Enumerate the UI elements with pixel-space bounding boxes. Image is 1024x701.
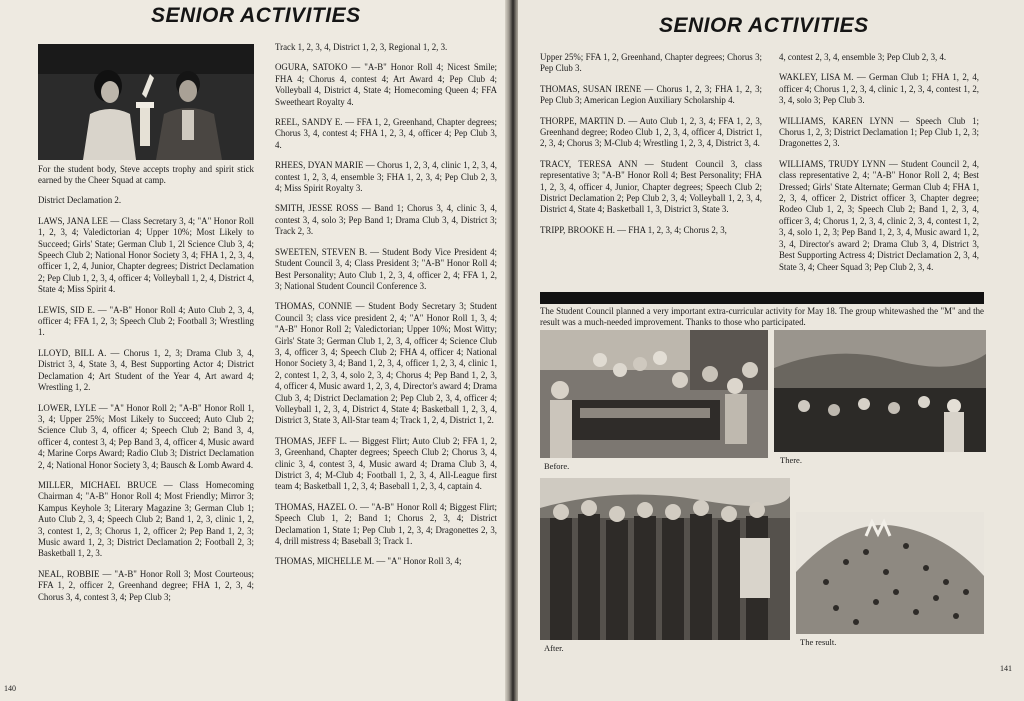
entry: THOMAS, HAZEL O. — "A-B" Honor Roll 4; Biggest Flirt; Speech Club 1, 2; Band 1; Chorus 2, 3, 4; District Declamation 1, State 1; Pep Club 1, 2, 3, 4; Dragonettes 2, 3, 4, drill mistress 4; Baseball 3; Track 1. [275, 501, 497, 547]
entry: OGURA, SATOKO — "A-B" Honor Roll 4; Nicest Smile; FHA 4; Chorus 4, contest 4; Art Award 4; Pep Club 4; Volleyball 4, District 4, State 4; Homecoming Queen 4; FFA Sweetheart Royalty 4. [275, 62, 497, 107]
entry: LLOYD, BILL A. — Chorus 1, 2, 3; Drama Club 3, 4, District 3, 4, State 3, 4, Best Supporting Actor 4; District Declamation 4; Art Student of the Year 4, Art award 4; Wrestling 1, 2. [38, 347, 254, 393]
entry: Upper 25%; FFA 1, 2, Greenhand, Chapter degrees; Chorus 3; Pep Club 3. [540, 52, 762, 74]
trophy-photo [38, 44, 254, 160]
entry: THORPE, MARTIN D. — Auto Club 1, 2, 3, 4; FFA 1, 2, 3, Greenhand degree; Rodeo Club 1, 2, 3, 4, officer 4, District 1, 2, 3, 4; Chorus 3; M-Club 4; Wrestling 1, 2, 3, 4, District 3, 4. [540, 115, 762, 149]
entry: SMITH, JESSE ROSS — Band 1; Chorus 3, 4, clinic 3, 4, contest 3, 4, solo 3; Pep Band 1; Drama Club 3, 4, District 3; Track 2, 3. [275, 203, 497, 237]
left-page-number: 140 [4, 684, 16, 693]
entry: District Declamation 2. [38, 195, 122, 206]
right-column-2 [779, 52, 979, 282]
entry: REEL, SANDY E. — FFA 1, 2, Greenhand, Chapter degrees; Chorus 3, 4, contest 4; FHA 1, 2, 3, 4, officer 4; Pep Club 3, 4. [275, 117, 497, 150]
before-photo [540, 330, 768, 458]
entry: LEWIS, SID E. — "A-B" Honor Roll 4; Auto Club 2, 3, 4, officer 4; FFA 1, 2, 3; Speech Club 2; Football 3; Wrestling 1. [38, 304, 254, 338]
result-caption: The result. [800, 637, 837, 647]
result-photo [796, 512, 984, 634]
entry: LAWS, JANA LEE — Class Secretary 3, 4; "A" Honor Roll 1, 2, 3, 4; Valedictorian 4; Upper 10%; Most Likely to Succeed; Girls' State; German Club 1, 2l Science Club 3, 4; Speech Club 2; National Honor Society 3, 4; FHA 1, 2, 3, 4, officer 1, 2, 4, Junior, Chapter degrees; District Declamation 2; Pep Club 1, 2, 3, 4, officer 4; Volleyball 1, 2, 4, District 4, State 4; Miss Spirit 4. [38, 215, 254, 295]
entry: THOMAS, MICHELLE M. — "A" Honor Roll 3, 4; [275, 556, 462, 567]
right-page-number: 141 [1000, 664, 1012, 673]
student-council-banner-text: The Student Council planned a very important extra-curricular activity for May 18. The group whitewashed the "M" and the result was a much-needed improvement. Thanks to those who participated. [540, 306, 984, 327]
black-banner-rule [540, 292, 984, 304]
left-column-2 [275, 42, 497, 577]
right-page [518, 0, 1024, 701]
entry: LOWER, LYLE — "A" Honor Roll 2; "A-B" Honor Roll 1, 3, 4; Upper 25%; Most Likely to Succeed; Auto Club 2; Science Club 3, 4, officer 4; Speech Club 2; Band 3, 4, officer 4, contest 3, 4; Pep Band 3, 4, officer 4, Music award 4; Marine Corps Award; Radio Club 3; District Declamation 2, 4; National Honor Society 3, 4; Bausch & Lomb Award 4. [38, 402, 254, 470]
entry: THOMAS, JEFF L. — Biggest Flirt; Auto Club 2; FFA 1, 2, 3, Greenhand, Chapter degrees; Speech Club 2; Chorus 3, 4, clinic 3, 4, contest 3, 4, Music award 4; Drama Club 3, 4, District 3, 4; M-Club 4; Football 1, 2, 3, 4, All-League first team 4; Basketball 1, 2, 3, 4; Baseball 1, 2, 3, 4, captain 4. [275, 435, 497, 492]
entry: WILLIAMS, TRUDY LYNN — Student Council 2, 4, class representative 2, 4; "A-B" Honor Roll 2, 4; Best Dressed; Girls' State Alternate; German Club 4; FHA 1, 2, 3, 4, officer 2, District officer 3, Chapter degree; Rodeo Club 1, 2, 3; Speech Club 2; Band 1, 2, 3, 4, officer 3, 4; Chorus 1, 2, 3, 4, clinic 2, 3, 4, contest 1, 2, 3, 4, solo 1, 2, 3; Pep Band 1, 2, 3, 4, Music award 1, 2, 3, 4, Director's award 2; Drama Club 3, 4, District 3, Best Supporting Actress 4; District Declamation 2, 3, 4, State 3, 4; Cheer Squad 3; Pep Club 2, 3, 4. [779, 158, 979, 272]
right-column-1 [540, 52, 762, 245]
entry: WAKLEY, LISA M. — German Club 1; FHA 1, 2, 4, officer 4; Chorus 1, 2, 3, 4, clinic 1, 2, 3, 4, contest 1, 2, 3, 4, solo 3; Pep Club 3. [779, 72, 979, 106]
trophy-photo-caption: For the student body, Steve accepts trophy and spirit stick earned by the Cheer Squad at camp. [38, 164, 254, 186]
before-caption: Before. [544, 461, 570, 471]
left-page-title: SENIOR ACTIVITIES [151, 4, 361, 27]
entry: THOMAS, SUSAN IRENE — Chorus 1, 2, 3; FHA 1, 2, 3; Pep Club 3; American Legion Auxiliary Scholarship 4. [540, 83, 762, 106]
entry: RHEES, DYAN MARIE — Chorus 1, 2, 3, 4, clinic 1, 2, 3, 4, contest 1, 2, 3, 4, ensemble 3; FHA 1, 2, 3, 4; Pep Club 2, 3, 4; Miss Spirit Royalty 3. [275, 160, 497, 194]
entry: SWEETEN, STEVEN B. — Student Body Vice President 4; Student Council 3, 4; Class President 3; "A-B" Honor Roll 4; Best Personality; Auto Club 1, 2, 3, 4, officer 2, 4; FFA 1, 2, 3; National Student Council Conference 3. [275, 246, 497, 291]
entry: 4, contest 2, 3, 4, ensemble 3; Pep Club 2, 3, 4. [779, 52, 947, 62]
entry: THOMAS, CONNIE — Student Body Secretary 3; Student Council 3; class vice president 2, 4; "A" Honor Roll 1, 3, 4; "A-B" Honor Roll 2; Valedictorian; Upper 10%; Most Witty; Girls' State 3; German Club 1, 2, 3, 4, officer 4; Science Club 3, 4, officer 3, 4; Speech Club 2; FHA 4, officer 4; National Honor Society 3, 4; Band 1, 2, 3, 4, officer 1, 2, 3, 4, clinic 1, 2, contest 1, 2, 3, 4, solo 2, 3, 4; Chorus 4; Pep Band 1, 2, 3, 4, officer 4, Music award 1, 2, 3, 4, Director's award 4; Drama Club 3, 4; District Declamation 2; Pep Club 2, 3, 4, officer 4; Volleyball 1, 2, 3, 4, District 4, State 4; Basketball 1, 2, 3, 4, District 3, State 3, All-Star team 4; Track 1, 2, 4, District 1, 2. [275, 301, 497, 426]
there-photo [774, 330, 986, 452]
left-column-1 [38, 44, 254, 612]
entry: WILLIAMS, KAREN LYNN — Speech Club 1; Chorus 1, 2, 3; District Declamation 1; Pep Club 1, 2, 3; Dragonettes 2, 3. [779, 115, 979, 149]
entry: MILLER, MICHAEL BRUCE — Class Homecoming Chairman 4; "A-B" Honor Roll 4; Most Friendly; Mirror 3; Kampus Keyhole 3; Literary Magazine 3; German Club 1; Auto Club 2, 3, 4; Speech Club 2; Band 1, 2, 3, clinic 1, 2, 3, contest 1, 2, 3; Chorus 1, 2, officer 2; Pep Band 1, 2, 3; Music award 1, 2, 3; District Declamation 2; Football 2, 3; Basketball 1, 2, 3. [38, 479, 254, 559]
after-photo [540, 478, 790, 640]
entry: NEAL, ROBBIE — "A-B" Honor Roll 3; Most Courteous; FFA 1, 2, officer 2, Greenhand degree; FHA 1, 2, 3, 4; Chorus 3, 4, contest 3, 4; Pep Club 3; [38, 568, 254, 602]
right-page-title: SENIOR ACTIVITIES [659, 14, 869, 37]
entry: TRIPP, BROOKE H. — FHA 1, 2, 3, 4; Chorus 2, 3, [540, 224, 727, 235]
there-caption: There. [780, 455, 802, 465]
entry: Track 1, 2, 3, 4, District 1, 2, 3, Regional 1, 2, 3. [275, 42, 448, 52]
after-caption: After. [544, 643, 564, 653]
entry: TRACY, TERESA ANN — Student Council 3, class representative 3; "A-B" Honor Roll 4; Best Personality; FHA 1, 2, 3, 4, officer 4, Junior, Chapter degrees; Speech Club 2; District Declamation 2; Pep Club 2, 3, 4; Volleyball 1, 2, 3, 4, District 4, State 4; Basketball 1, 3, District 3, State 3. [540, 158, 762, 215]
